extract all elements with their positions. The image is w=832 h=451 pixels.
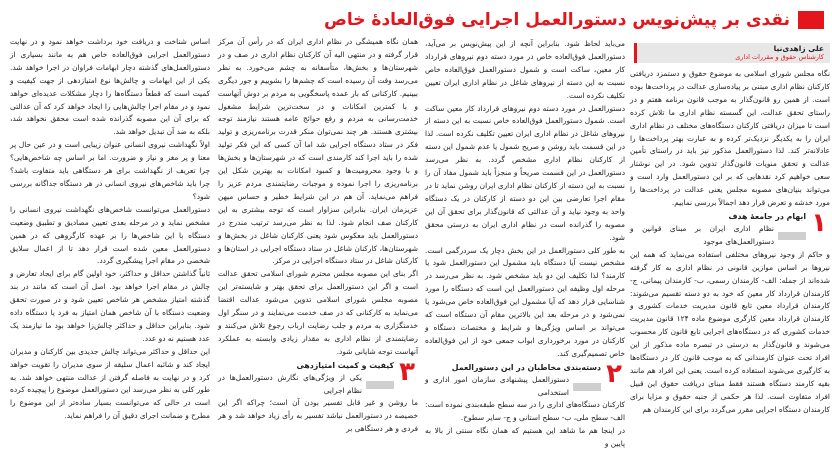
paragraph: ما روشن و غیر قابل تفسیر بودن آن است؛ چراکه اگر این خصیصه در دستورالعمل نباشد تفسیر به رأی زیاد خواهد شد و هر فردی و هر دستگاهی بر (218, 398, 418, 434)
column-1 (630, 68, 830, 417)
section-1-heading (630, 207, 830, 249)
paragraph: اساس شناخت و دریافت خود برداشت خواهد نمود و در نهایت دستورالعمل اجرایی فوق‌العاده خاص هم به مانند بسیاری از دستورالعمل‌های گذشته دچار ابهامات فراوان در اجرا خواهد شد. یکی از این ابهامات و چالش‌ها نوع امتیازدهی از جهت کیفیت و کمیت است که قطعاً دستگاه‌ها را دچار مشکلات عدیده‌ای خواهد نمود و در مقام اجرا چالش‌هایی را ایجاد خواهد کرد که آن عدالتی که برای آن این مصوبه گذرانده شده است محقق نخواهد شد، بلکه به ضد آن تبدیل خواهد شد. (10, 37, 210, 137)
section-lead: دستورالعمل پیشنهادی سازمان امور اداری و استخدامی (425, 374, 569, 397)
paragraph: دستورالعمل می‌توانست شاخص‌های نگهداشت نیروی انسانی را مشخص نماید و در مرحله بعدی تعیین مصادیق و تطبیق وضعیت دستگاه با این شاخص‌ها را بر عهده کارگروهی که در همین دستورالعمل معین شده است قرار دهد تا از اعمال سلایق شخصی در مقام اجرا پیشگیری گردد. (10, 204, 210, 266)
paragraph: می‌باید لحاظ شود. بنابراین آنچه از این پیش‌نویس بر می‌آید، دستورالعمل فوق‌العاده خاص در مورد دسته دوم نیروهای قرارداد کار معین، ساکت است و شمول دستورالعمل فوق‌العاده خاص نسبت به این دسته از نیروهای شاغل در نظام اداری ایران تعیین تکلیف نکرده است. (425, 39, 625, 100)
author-box (634, 43, 830, 63)
section-number: ۳ (399, 356, 415, 387)
column-2 (425, 38, 625, 451)
paragraph: کارکنان دستگاه‌های اداری را در سه سطح طبقه‌بندی نموده است: الف- سطح ملی، ب- سطح استانی و ج- سایر سطوح. (425, 400, 625, 423)
paragraph: در اینجا هم ما شاهد این هستیم که همان نگاه سنتی از بالا به پایین و (425, 426, 625, 449)
article-title: نقدی بر پیش‌نویس دستورالعمل اجرایی فوق‌العادهٔ خاص (323, 10, 790, 30)
section-title: دسته‌بندی مخاطبان در این دستورالعمل (451, 362, 601, 372)
section-heading-body (425, 361, 601, 400)
paragraph: ثانیاً گذاشتن حداقل و حداکثر، خود اولین گام برای ایجاد تعارض و چالش در مقام اجرا خواهد بود. اصل آن است که مانند در بند گذشته امتیاز مشخص هر شاخص تعیین شود و در صورت تحقق وضعیت دستگاه با آن شاخص همان امتیاز به فرد یا دستگاه داده شود. بنابراین حداقل و حداکثر چالش‌زا خواهد بود ما نیازمند یک عدد هستیم نه دو عدد. (10, 269, 210, 343)
section-lead: یکی از ویژگی‌های نگارش دستورالعمل‌ها در نظام اجرایی (218, 372, 362, 395)
paragraph: این حداقل و حداکثر می‌تواند چالش جدیدی بین کارکنان و مدیران ایجاد کند و شائبه اعمال سلیقه از سوی مدیران را تقویت خواهد کرد و در نهایت به فاصله گرفتن از عدالت منتهی خواهد شد. به طور کلی به نظر می‌رسد این دستورالعمل موضوع را پیچیده کرده است در حالی که می‌توانست بسیار ساده‌تر از این موضوع را مطرح و ضمانت اجرای دقیق آن را فراهم نماید. (10, 346, 210, 421)
column-4 (10, 36, 210, 423)
paragraph: دستورالعمل در مورد دسته دوم نیروهای قرارداد کار معین ساکت است. شمول دستورالعمل فوق‌العاده خاص نسبت به این دسته از نیروهای شاغل در نظام اداری ایران تعیین تکلیف نکرده است. لذا در این قسمت باید روشن و صریح شمول یا عدم شمول این دسته از کارکنان نظام اداری مشخص گردد. به نظر می‌رسد دستورالعمل در این قسمت صریحاً و منجزاً باید شمول مفاد آن را نسبت به این دسته از کارکنان نظام اداری ایران روشن نماید تا در مقام اجرا تعارضی بین این دو دسته از کارکنان در یک دستگاه واحد به وجود نیاید و آن عدالتی که قانون‌گذار برای تحقق آن این مصوبه را گذرانده است در نظام اداری ایران به درستی محقق شود. (425, 103, 625, 242)
section-2-heading (425, 358, 625, 400)
paragraph: همان نگاه همیشگی در نظام اداری ایران که در رأس آن مرکز قرار گرفته و در منتهی الیه آن کارکنان نظام اداری در صف و در شهرستان‌ها و بخش‌ها، متأسفانه به چشم می‌خورد. به نظر می‌رسد وقت آن رسیده است که چشم‌ها را بشوییم و جور دیگری ببینیم. کارکنانی که بار عمده پاسخگویی به مردم بر دوش آنهاست و با کمترین امکانات و در سخت‌ترین شرایط مشغول خدمت‌رسانی به مردم و رفع حوائج عامه هستند نیازمند توجه بیشتری هستند. هر چند نمی‌توان منکر قدرت برنامه‌ریزی و تولید فکر در ستاد دستگاه اجرایی شد اما آن کسی که این فکر تولید شده را باید اجرا کند کارمندی است که در شهرستان‌ها و بخش‌ها و با وجود محرومیت‌ها و کمبود امکانات به بهترین شکل این برنامه‌ریزی را اجرا نموده و موجبات رضایتمندی مردم عزیز را فراهم می‌نماید. آن هم در این شرایط خطیر و حساس میهن عزیزمان ایران. بنابراین سزاوار است که توجه بیشتری به این کارکنان صف انجام شود. لذا به نظر می‌رسد ترتیب مندرج در دستورالعمل باید معکوس شود یعنی کارکنان شاغل در بخش‌ها و شهرستان‌ها، کارکنان شاغل در ستاد دستگاه اجرایی در استان‌ها و کارکنان شاغل در ستاد دستگاه اجرایی در مرکز. (218, 37, 418, 266)
section-lead-row (218, 372, 394, 398)
paragraph: نگاه مجلس شورای اسلامی به موضوع حقوق و دستمزد دریافتی کارکنان نظام اداری مبتنی بر پیاده‌سازی عدالت در پرداخت‌ها بوده است. از همین رو قانون‌گذار به موجب قانون برنامه هفتم و در راستای تحقق عدالت، این گسسته نظام اداری ما تلاش کرده است تا میزان دریافتی کارکنان دستگاه‌های مختلف در نظام اداری ایران را به یکدیگر نزدیک‌تر کرده و به عبارت بهتر پرداخت‌ها را عادلانه‌تر کند. لذا دستورالعمل مذکور نیز باید در راستای تأمین عدالت و تحقق منویات قانون‌گذار تدوین شود. در این نوشتار سعی خواهیم کرد نقدهایی که بر این دستورالعمل وارد است و می‌تواند بنیان‌های مصوبه مجلس یعنی عدالت در پرداخت‌ها را مورد خدشه و تعرض قرار دهد اجمالاً بررسی نماییم. (630, 69, 830, 208)
section-lead-row (425, 374, 601, 400)
section-lead-row (630, 223, 806, 249)
section-title: ابهام در جامعهٔ هدف (728, 211, 806, 221)
section-heading-body (218, 359, 394, 398)
section-heading-body (630, 210, 806, 249)
paragraph: اولاً نگهداشت نیروی انسانی عنوان زیبایی است و در عین حال پر معنا و پر مغز و نیاز و ضرورت. اما بر اساس چه شاخص‌هایی؟ چرا تعریف از نگهداشت برای هر دستگاهی باید متفاوت باشد؟ چرا باید شاخص‌های نیروی انسانی در هر دستگاه جداگانه بررسی شود؟ (10, 140, 210, 201)
section-lead: نظام اداری ایران بر مبنای قوانین و دستورالعمل‌های موجود (630, 223, 774, 246)
author-role: کارشناس حقوق و مقررات اداری (735, 53, 824, 61)
section-3-heading (218, 356, 418, 398)
section-bar (366, 381, 394, 389)
section-bar (573, 383, 601, 391)
paragraph: به طور کلی دستورالعمل در این بخش دچار یک سردرگمی است. مشخص نیست آیا دستگاه باید مشمول این دستورالعمل شود یا کارمند؟ لذا تکلیف این دو باید مشخص شود. به نظر می‌رسد در مرحله اول وظیفه این دستورالعمل این است که دستگاه را مورد شناسایی قرار دهد که آیا مشمول این فوق‌العاده خاص می‌شود یا نمی‌شود و در مرحله بعد این بالاترین مقام آن دستگاه است که می‌تواند بر اساس ویژگی‌ها و شرایط و مختصات دستگاه و کارکنان در مورد برخورداری ابواب جمعی خود از این فوق‌العاده خاص تصمیم‌گیری کند. (425, 245, 625, 358)
paragraph: اگر بنای این مصوبه مجلس محترم شورای اسلامی تحقق عدالت است و اگر این دستورالعمل برای تحقق بهتر و شایسته‌تر این مصوبه مجلس شورای اسلامی تدوین می‌شود عدالت اقتضا می‌نماید به کارکنانی که در صف خدمت می‌نمایند و در سنگر اول خدمتگزاری به مردم و جلب رضایت ارباب رجوع تلاش می‌کنند و رضایتمندی از نظام اداری به مقدار زیادی وابسته به عملکرد آنهاست توجه شایانی شود. (218, 269, 418, 356)
paragraph: و حاکم از وجود نیروهای مختلفی استفاده می‌نماید که همه این نیروها بر اساس موازین قانونی در نظام اداری به کار گرفته شده‌اند از جمله: الف- کارمندان رسمی، ب- کارمندان پیمانی، ج- کارمندان قرارداد کار معین که خود به دو دسته تقسیم می‌شوند: کارمندان قرارداد معین تابع قانون مدیریت خدمات کشوری و کارمندان قرارداد معین کارگری موضوع ماده ۱۲۴ قانون مدیریت خدمات کشوری که در دستگاه‌های اجرایی تابع قانون کار محسوب می‌شوند و قانون‌گذار به درستی در تبصره ماده مذکور از این افراد تحت عنوان کارمندانی که به موجب قانون کار در دستگاه‌ها به کارگیری می‌شوند استفاده کرده است. یعنی این افراد هم مانند بقیه کارمند دستگاه هستند فقط مبنای دریافت حقوق این قبیل افراد متفاوت است. لذا هر حکمی از جنبه حقوق و مزایا برای کارمندان دستگاه اجرایی مقرر می‌گردد برای این کارمندان هم (630, 249, 830, 414)
article-title-bar (323, 8, 824, 32)
section-title: کیفیت و کمیت امتیازدهی (296, 360, 394, 370)
section-bar (778, 232, 806, 240)
section-number: ۲ (606, 358, 622, 389)
title-marker (798, 11, 824, 29)
section-number: ۱ (811, 207, 827, 238)
column-3 (218, 36, 418, 436)
author-name: علی زاهدی‌نیا (773, 44, 824, 53)
